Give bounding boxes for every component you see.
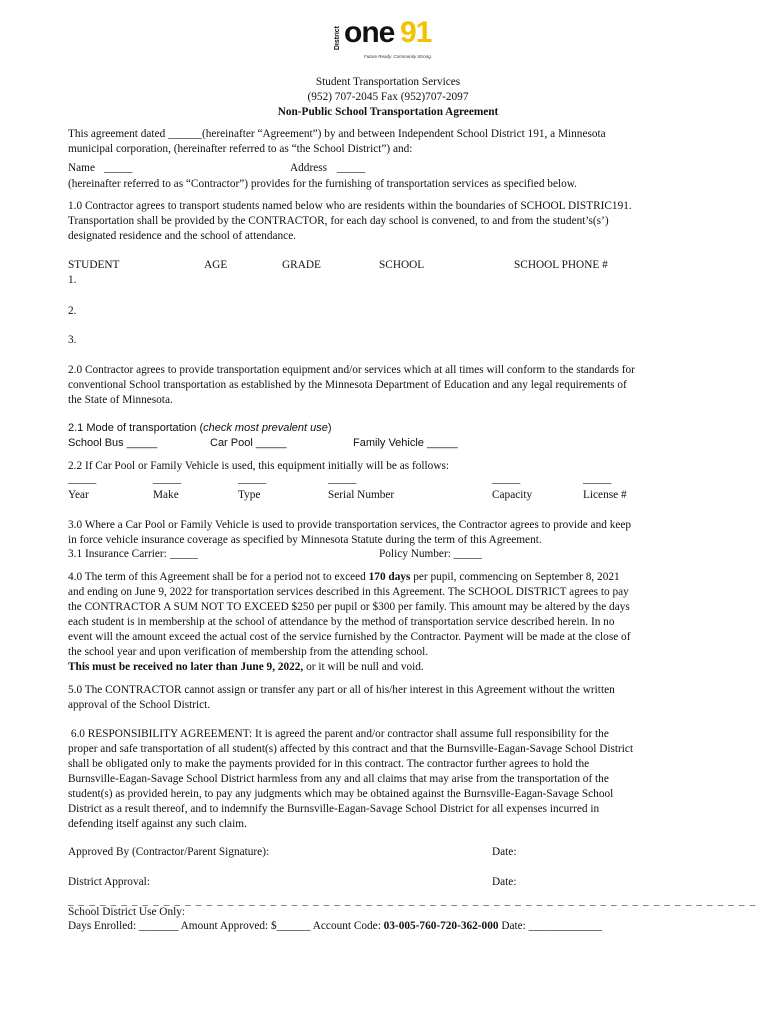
logo-tagline: Future Ready. Community Strong.	[364, 54, 432, 59]
address-field[interactable]: _____	[337, 162, 366, 174]
address-label: Address	[290, 162, 328, 174]
sec21-suffix: )	[327, 422, 332, 434]
student-row-2[interactable]: 2.	[68, 305, 77, 317]
mode-family-vehicle[interactable]: Family Vehicle _____	[353, 437, 458, 449]
sec4-170-days: 170 days	[368, 571, 411, 583]
sec1-line-2: Transportation shall be provided by the CONTRACTOR, for each day school is convened, to and from the student’s(s’)	[68, 215, 609, 227]
sec3-line-1: 3.0 Where a Car Pool or Family Vehicle is used to provide transportation services, the Contractor agrees to provide and keep	[68, 519, 632, 531]
sec6-line-4: Burnsville-Eagan-Savage School District harmless from any and all claims that may arise from the transportation of the	[68, 773, 609, 785]
license-blank[interactable]: _____	[583, 473, 612, 485]
mode-school-bus[interactable]: School Bus _____	[68, 437, 158, 449]
sec4-line-6: the school year and upon verification of membership from the attending school.	[68, 646, 429, 658]
year-blank[interactable]: _____	[68, 473, 97, 485]
col-make: Make	[153, 489, 179, 501]
sec4-line-7	[68, 660, 708, 675]
make-blank[interactable]: _____	[153, 473, 182, 485]
col-type: Type	[238, 489, 261, 501]
sec4-l1c: per pupil, commencing on September 8, 2021	[410, 571, 620, 583]
col-capacity: Capacity	[492, 489, 533, 501]
logo-district-text: District	[334, 26, 341, 51]
sec6-line-5: student(s) as provided herein, to pay any judgments which may be obtained against the Burnsville-Eagan-Savage School	[68, 788, 614, 800]
days-amount-fields[interactable]: Days Enrolled: _______ Amount Approved: $______ Account Code:	[68, 920, 384, 932]
sec6-line-6: District as a result thereof, and to indemnify the Burnsville-Eagan-Savage School District for all expenses incurred in	[68, 803, 600, 815]
name-field[interactable]: _____	[104, 162, 133, 174]
district-logo	[334, 16, 444, 64]
district-date-label[interactable]: Date:	[492, 876, 517, 888]
approved-date-label[interactable]: Date:	[492, 846, 517, 858]
sec1-line-1: 1.0 Contractor agrees to transport students named below who are residents within the boundaries of SCHOOL DISTRIC191.	[68, 200, 632, 212]
student-row-3[interactable]: 3.	[68, 334, 77, 346]
header-phone: (952) 707-2045 Fax (952)707-2097	[307, 91, 469, 103]
district-use-fields[interactable]	[68, 920, 602, 932]
sec21-italic: check most prevalent use	[203, 422, 328, 434]
serial-blank[interactable]: _____	[328, 473, 357, 485]
sec6-line-2: proper and safe transportation of all student(s) affected by this contract and that the Burnsville-Eagan-Savage School District	[68, 743, 634, 755]
sec21-heading	[68, 422, 332, 434]
name-label: Name	[68, 162, 95, 174]
sec4-line-3: the CONTRACTOR A SUM NOT TO EXCEED $250 per pupil or $300 per family. This amount may be altered by the days	[68, 601, 630, 613]
sec6-line-1: 6.0 RESPONSIBILITY AGREEMENT: It is agreed the parent and/or contractor shall assume full responsibility for the	[68, 728, 609, 740]
sec21-prefix: 2.1 Mode of transportation (	[68, 422, 204, 434]
col-header-student: STUDENT	[68, 259, 120, 271]
sec22-text: 2.2 If Car Pool or Family Vehicle is used, this equipment initially will be as follows:	[68, 460, 450, 472]
type-blank[interactable]: _____	[238, 473, 267, 485]
col-header-school-phone: SCHOOL PHONE #	[514, 259, 608, 271]
student-row-1[interactable]: 1.	[68, 274, 77, 286]
sec1-line-3: designated residence and the school of attendance.	[68, 230, 297, 242]
document-title: Non-Public School Transportation Agreement	[277, 106, 499, 118]
sec4-deadline: This must be received no later than June 9, 2022,	[68, 661, 304, 673]
col-serial-number: Serial Number	[328, 489, 395, 501]
sec6-line-7: defending itself against any such claim.	[68, 818, 247, 830]
col-license: License #	[583, 489, 627, 501]
sec4-l7b: or it will be null and void.	[303, 661, 424, 673]
sec4-line-5: event will the amount exceed the actual cost of the service furnished by the Contractor. Payment will be made at the close of	[68, 631, 631, 643]
sec4-line-2: and ending on June 9, 2022 for transportation services described in this Agreement. The SCHOOL DISTRICT agrees to pay	[68, 586, 629, 598]
header-department: Student Transportation Services	[315, 76, 461, 88]
capacity-blank[interactable]: _____	[492, 473, 521, 485]
sec4-line-4: each student is in membership at the school of attendance by the method of transportation service described herein. In no	[68, 616, 615, 628]
col-header-age: AGE	[204, 259, 228, 271]
logo-number-text: 91	[400, 16, 432, 49]
sec2-line-3: the State of Minnesota.	[68, 394, 173, 406]
intro-line-2: municipal corporation, (hereinafter referred to as “the School District”) and:	[68, 143, 413, 155]
sec6-line-3: shall be obligated only to make the payments provided for in this contract. The contractor further agrees to hold the	[68, 758, 590, 770]
intro-line-4: (hereinafter referred to as “Contractor”) provides for the furnishing of transportation services as specified below.	[68, 178, 577, 190]
intro-line-1: This agreement dated ______(hereinafter “Agreement”) by and between Independent School District 191, a Minnesota	[68, 128, 606, 140]
sec4-l1a: 4.0 The term of this Agreement shall be for a period not to exceed	[68, 571, 369, 583]
mode-car-pool[interactable]: Car Pool _____	[210, 437, 287, 449]
insurance-carrier[interactable]: 3.1 Insurance Carrier: _____	[68, 548, 198, 560]
sec3-line-2: in force vehicle insurance coverage as specified by Minnesota Statute during the term of this Agreement.	[68, 534, 542, 546]
approved-by-label[interactable]: Approved By (Contractor/Parent Signature):	[68, 846, 270, 858]
district-approval-label[interactable]: District Approval:	[68, 876, 150, 888]
policy-number[interactable]: Policy Number: _____	[379, 548, 482, 560]
sec2-line-2: conventional School transportation as established by the Minnesota Department of Education and any legal requirements of	[68, 379, 627, 391]
logo-one-text: one	[344, 16, 395, 49]
footer-date-field[interactable]: Date: _____________	[498, 920, 603, 932]
col-header-school: SCHOOL	[379, 259, 425, 271]
sec5-line-2: approval of the School District.	[68, 699, 211, 711]
district-use-only: School District Use Only:	[68, 906, 186, 918]
sec5-line-1: 5.0 The CONTRACTOR cannot assign or transfer any part or all of his/her interest in this Agreement without the written	[68, 684, 615, 696]
cut-line: _ _ _ _ _ _ _ _ _ _ _ _ _ _ _ _ _ _ _ _ _ _ _ _ _ _ _ _ _ _ _ _ _ _ _ _ _ _ _ _ _ _ _ _ _ _ _ _ _ _ _ _ _ _ _ _ _ _ _ _ _ _ _ _ _	[68, 895, 757, 907]
sec4-line-1	[68, 570, 708, 585]
account-code: 03-005-760-720-362-000	[383, 920, 499, 932]
col-header-grade: GRADE	[282, 259, 321, 271]
sec2-line-1: 2.0 Contractor agrees to provide transportation equipment and/or services which at all times will conform to the standards for	[68, 364, 635, 376]
col-year: Year	[68, 489, 89, 501]
